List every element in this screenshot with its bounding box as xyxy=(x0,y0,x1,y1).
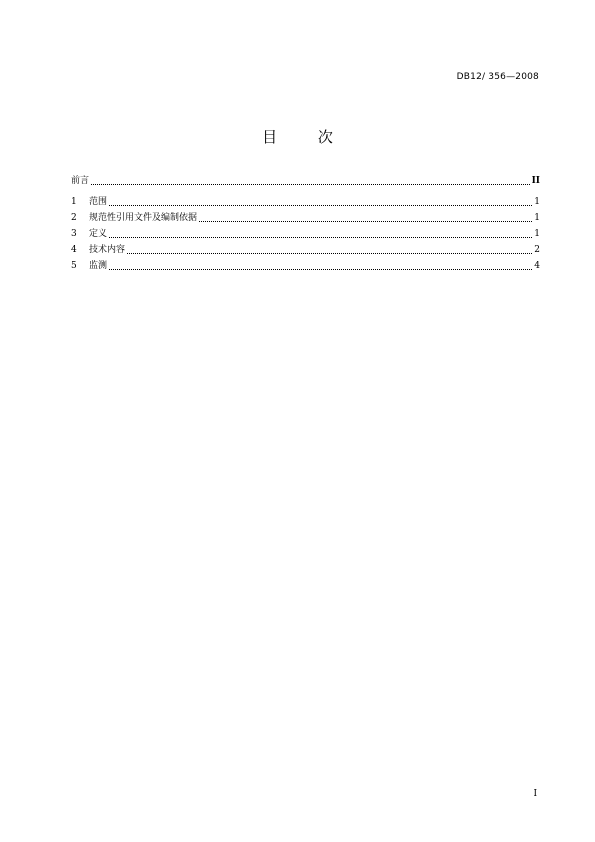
toc-leader-dots xyxy=(127,252,532,254)
toc-entry[interactable] xyxy=(71,245,540,256)
toc-entry-number: 1 xyxy=(71,197,77,207)
toc-entry-page: 1 xyxy=(534,197,540,207)
toc-entry-label: 范围 xyxy=(89,197,108,207)
toc-entry-label: 规范性引用文件及编制依据 xyxy=(89,213,198,223)
toc-entry-label: 定义 xyxy=(89,229,108,239)
toc-leader-dots xyxy=(199,220,532,222)
toc-entry-page: 2 xyxy=(534,245,540,255)
toc-entry-preface[interactable] xyxy=(71,176,540,187)
toc-entry-page: II xyxy=(531,176,540,186)
toc-entry[interactable] xyxy=(71,197,540,208)
toc-leader-dots xyxy=(91,183,530,185)
toc-entry[interactable] xyxy=(71,229,540,240)
toc-entry-label: 技术内容 xyxy=(89,245,126,255)
toc-entry-label: 监测 xyxy=(89,261,108,271)
toc-leader-dots xyxy=(109,204,532,206)
toc-entry[interactable] xyxy=(71,213,540,224)
toc-entry-number: 2 xyxy=(71,213,77,223)
toc-entry[interactable] xyxy=(71,261,540,272)
toc-entry-page: 1 xyxy=(534,213,540,223)
toc-leader-dots xyxy=(109,236,532,238)
toc-leader-dots xyxy=(109,268,532,270)
document-code: DB12/ 356—2008 xyxy=(456,72,539,82)
toc-entry-page: 1 xyxy=(534,229,540,239)
table-of-contents xyxy=(71,176,540,277)
toc-entry-label: 前言 xyxy=(71,176,90,186)
toc-entry-number: 4 xyxy=(71,245,77,255)
page-title: 目 次 xyxy=(262,128,351,146)
toc-entry-number: 5 xyxy=(71,261,77,271)
page-number: I xyxy=(533,789,537,799)
toc-entry-number: 3 xyxy=(71,229,77,239)
toc-entry-page: 4 xyxy=(534,261,540,271)
